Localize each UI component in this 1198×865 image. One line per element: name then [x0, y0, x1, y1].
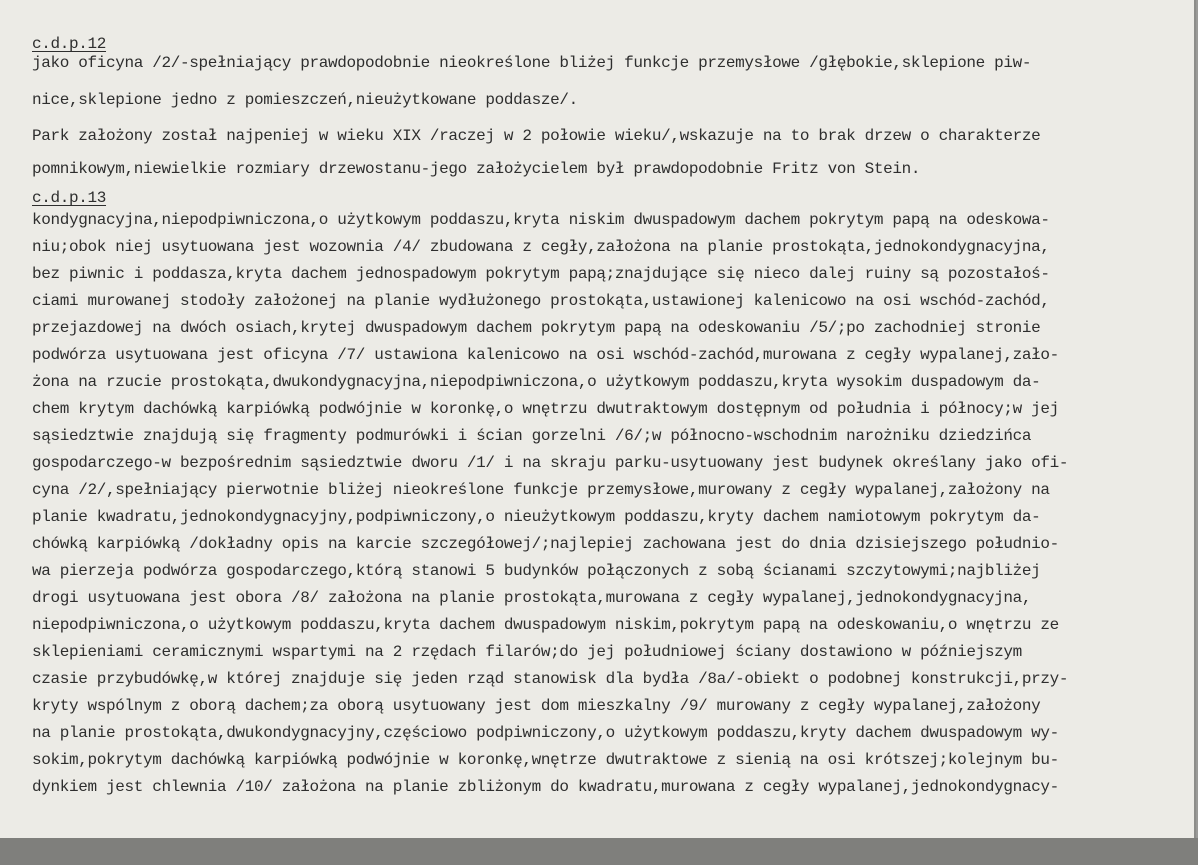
text-line: bez piwnic i poddasza,kryta dachem jednospadowym pokrytym papą;znajdujące się nieco dalej ruiny są pozostałoś-: [32, 265, 1050, 283]
text-line: sokim,pokrytym dachówką karpiówką podwójnie w koronkę,wnętrze dwutraktowe z sienią na osi krótszej;kolejnym bu-: [32, 751, 1059, 769]
text-line: żona na rzucie prostokąta,dwukondygnacyjna,niepodpiwniczona,o użytkowym poddaszu,kryta wysokim duspadowym da-: [32, 373, 1041, 391]
text-line: pomnikowym,niewielkie rozmiary drzewostanu-jego założycielem był prawdopodobnie Fritz von Stein.: [32, 160, 921, 178]
text-line: czasie przybudówkę,w której znajduje się jeden rząd stanowisk dla bydła /8a/-obiekt o podobnej konstrukcji,przy-: [32, 670, 1069, 688]
text-line: niepodpiwniczona,o użytkowym poddaszu,kryta dachem dwuspadowym niskim,pokrytym papą na odeskowaniu,o wnętrzu ze: [32, 616, 1059, 634]
text-line: nice,sklepione jedno z pomieszczeń,nieużytkowane poddasze/.: [32, 91, 578, 109]
text-line: przejazdowej na dwóch osiach,krytej dwuspadowym dachem pokrytym papą na odeskowaniu /5/;po zachodniej stronie: [32, 319, 1041, 337]
text-line: podwórza usytuowana jest oficyna /7/ ustawiona kalenicowo na osi wschód-zachód,murowana z cegły wypalanej,zało-: [32, 346, 1059, 364]
section-heading: c.d.p.12: [32, 35, 107, 53]
section-heading: c.d.p.13: [32, 189, 107, 207]
text-line: ciami murowanej stodoły założonej na planie wydłużonego prostokąta,ustawionej kalenicowo na osi wschód-zachód,: [32, 292, 1050, 310]
text-line: wa pierzeja podwórza gospodarczego,którą stanowi 5 budynków połączonych z sobą ścianami szczytowymi;najbliżej: [32, 562, 1041, 580]
text-line: drogi usytuowana jest obora /8/ założona na planie prostokąta,murowana z cegły wypalanej,jednokondygnacyjna,: [32, 589, 1032, 607]
text-line: Park założony został najpeniej w wieku XIX /raczej w 2 połowie wieku/,wskazuje na to brak drzew o charakterze: [32, 127, 1041, 145]
text-line: jako oficyna /2/-spełniający prawdopodobnie nieokreślone bliżej funkcje przemysłowe /głębokie,sklepione piw-: [32, 54, 1032, 72]
text-line: kryty wspólnym z oborą dachem;za oborą usytuowany jest dom mieszkalny /9/ murowany z cegły wypalanej,założony: [32, 697, 1041, 715]
text-line: dynkiem jest chlewnia /10/ założona na planie zbliżonym do kwadratu,murowana z cegły wypalanej,jednokondygnacy-: [32, 778, 1059, 796]
text-line: chówką karpiówką /dokładny opis na karcie szczegółowej/;najlepiej zachowana jest do dnia dzisiejszego południo-: [32, 535, 1059, 553]
text-line: kondygnacyjna,niepodpiwniczona,o użytkowym poddaszu,kryta niskim dwuspadowym dachem pokrytym papą na odeskowa-: [32, 211, 1050, 229]
scanner-background: [0, 838, 1198, 865]
text-line: sklepieniami ceramicznymi wspartymi na 2 rzędach filarów;do jej południowej ściany dostawiono w późniejszym: [32, 643, 1022, 661]
text-line: cyna /2/,spełniający pierwotnie bliżej nieokreślone funkcje przemysłowe,murowany z cegły wypalanej,założony na: [32, 481, 1050, 499]
text-line: na planie prostokąta,dwukondygnacyjny,częściowo podpiwniczony,o użytkowym poddaszu,kryty dachem dwuspadowym wy-: [32, 724, 1059, 742]
text-line: planie kwadratu,jednokondygnacyjny,podpiwniczony,o nieużytkowym poddaszu,kryty dachem namiotowym pokrytym da-: [32, 508, 1041, 526]
text-line: niu;obok niej usytuowana jest wozownia /4/ zbudowana z cegły,założona na planie prostokąta,jednokondygnacyjna,: [32, 238, 1050, 256]
text-line: sąsiedztwie znajdują się fragmenty podmurówki i ścian gorzelni /6/;w północno-wschodnim narożniku dziedzińca: [32, 427, 1032, 445]
text-line: gospodarczego-w bezpośrednim sąsiedztwie dworu /1/ i na skraju parku-usytuowany jest budynek określany jako ofi-: [32, 454, 1069, 472]
text-line: chem krytym dachówką karpiówką podwójnie w koronkę,o wnętrzu dwutraktowym dostępnym od południa i północy;w jej: [32, 400, 1059, 418]
